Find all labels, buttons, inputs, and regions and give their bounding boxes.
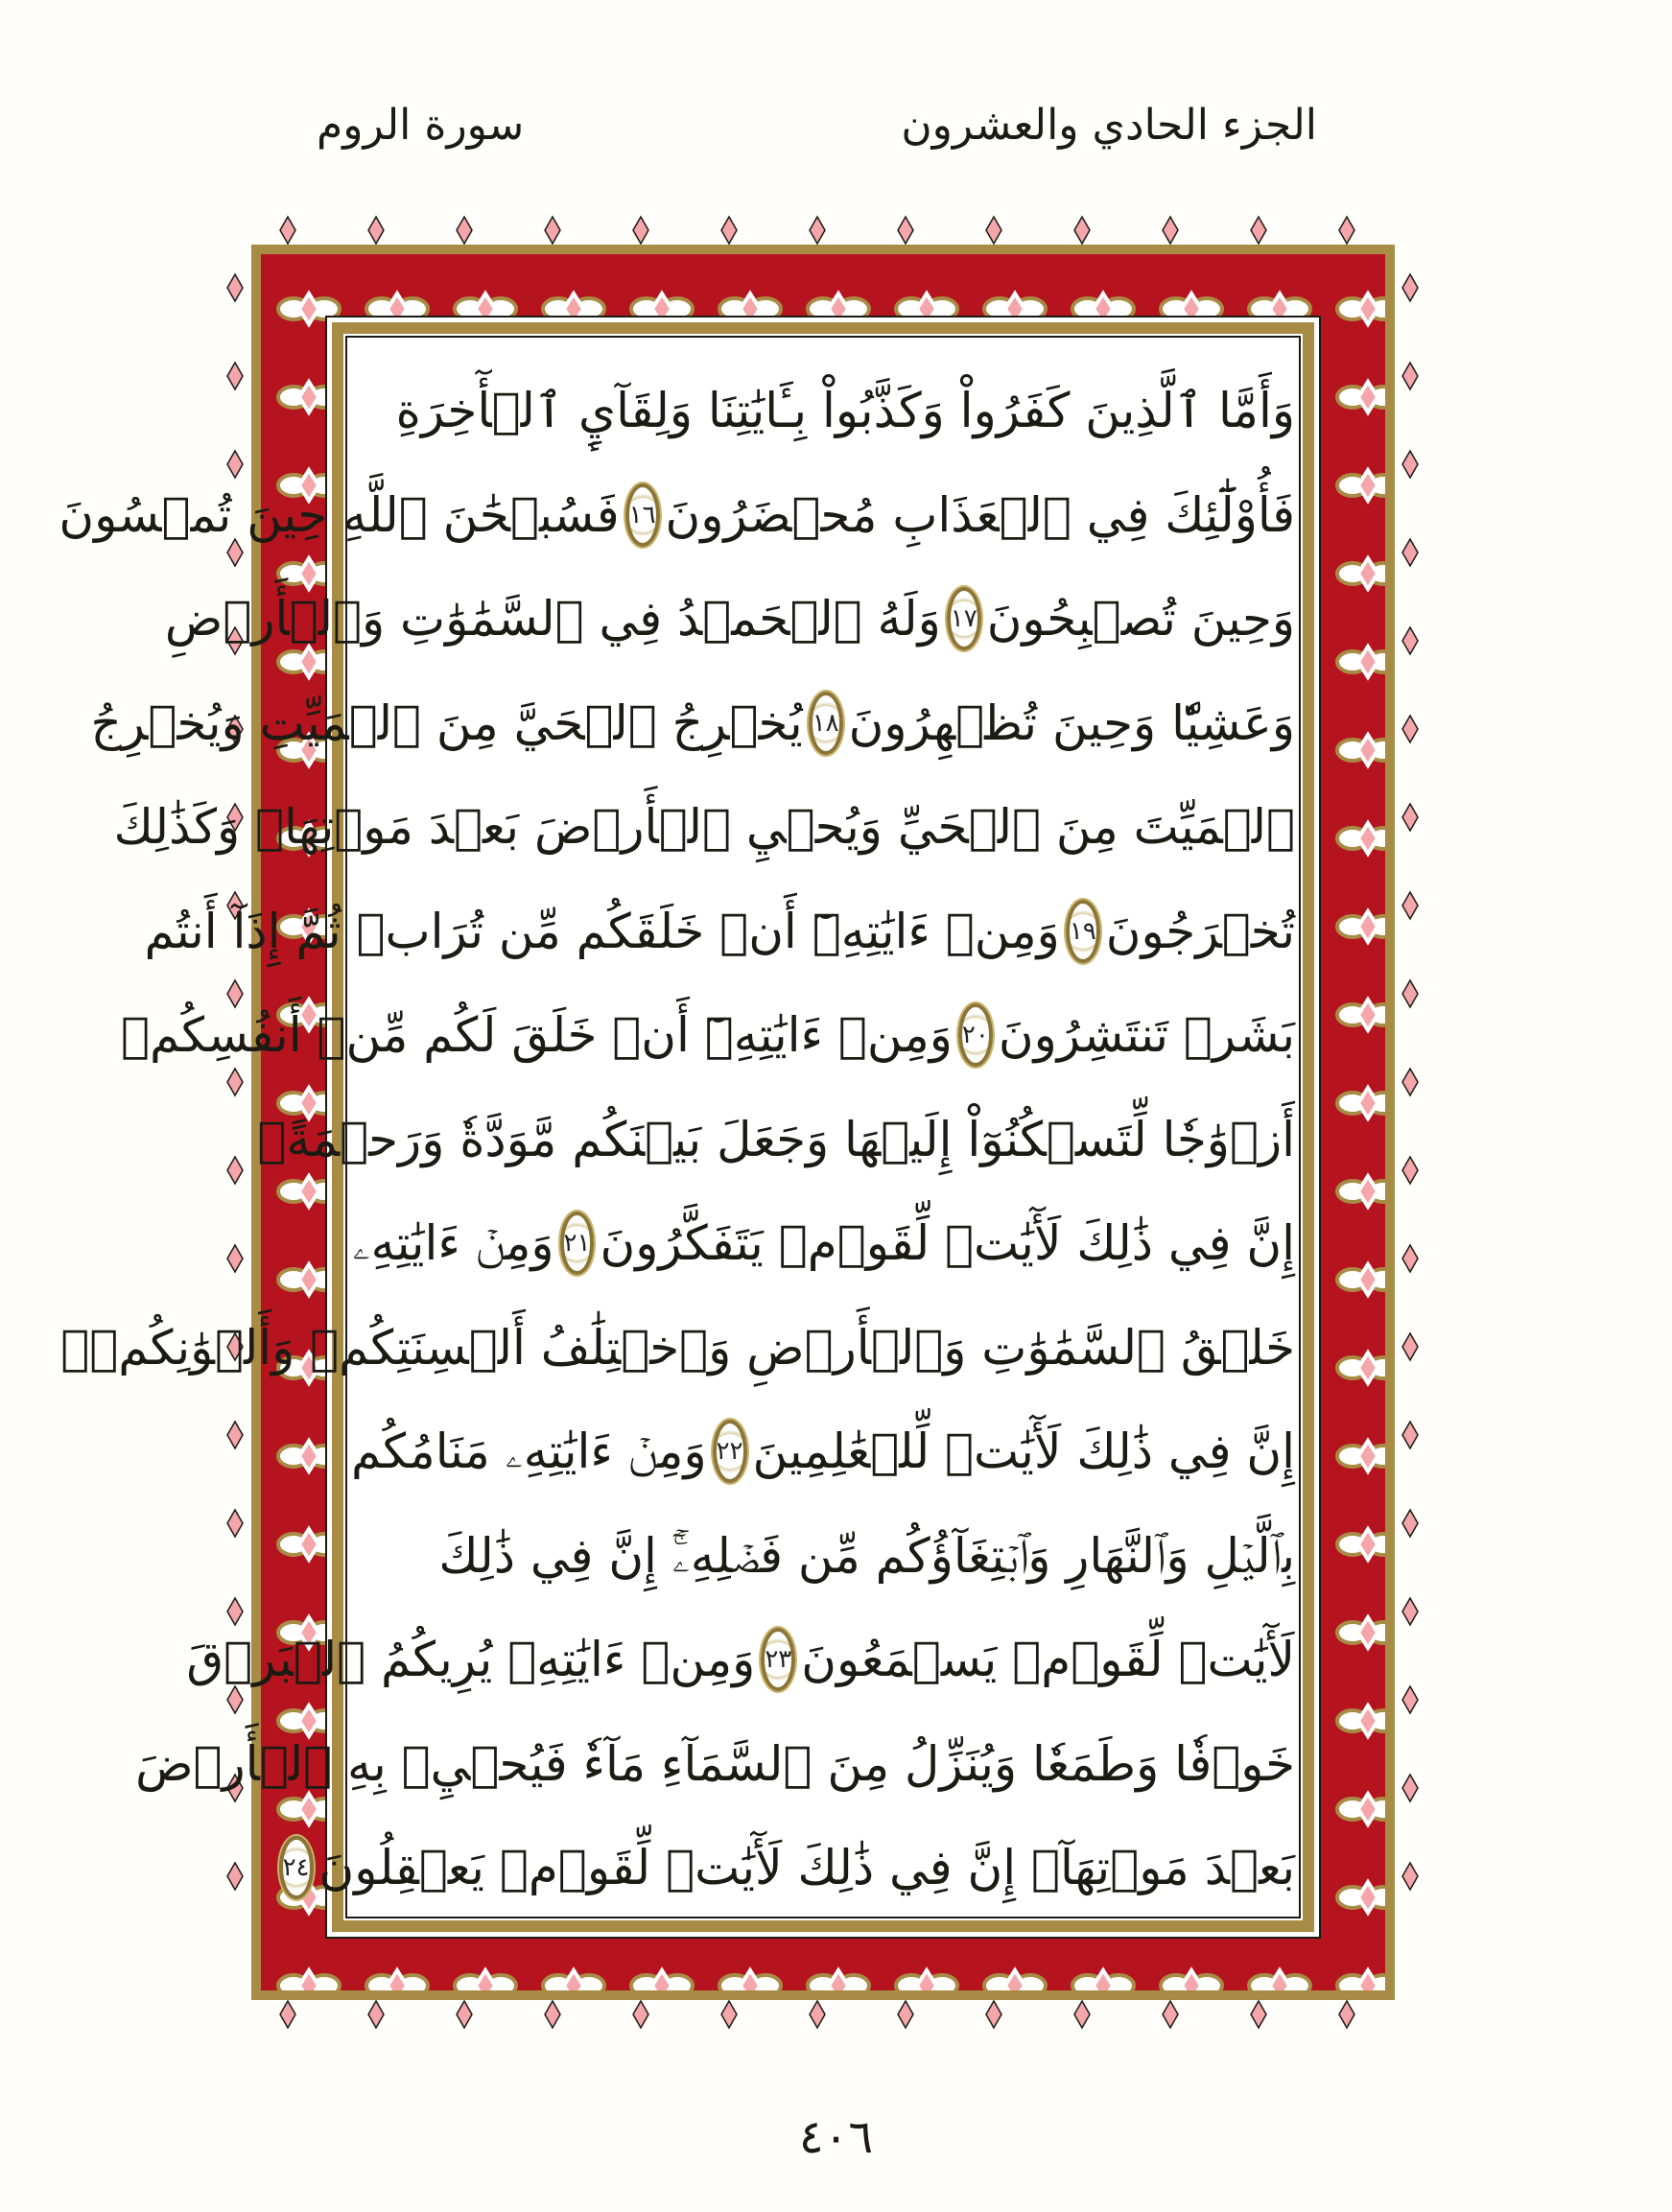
finial-icon — [986, 2001, 1001, 2028]
surah-title: سورة الروم — [317, 101, 525, 150]
verse-text: تُخۡرَجُونَ — [1105, 903, 1295, 959]
text-line — [164, 566, 1295, 671]
verse-text: أَزۡوَٰجٗا لِّتَسۡكُنُوٓاْ إِلَيۡهَا وَجَعَلَ بَيۡنَكُم مَّوَدَّةٗ وَرَحۡمَةًۚ — [257, 1111, 1295, 1167]
text-line — [59, 462, 1295, 568]
finial-icon — [1402, 892, 1418, 919]
verse-text: خَلۡقُ ٱلسَّمَٰوَٰتِ وَٱلۡأَرۡضِ وَٱخۡتِلَٰفُ أَلۡسِنَتِكُمۡ وَأَلۡوَٰنِكُمۡۚ — [60, 1319, 1295, 1376]
finial-icon — [1402, 1069, 1418, 1095]
finial-icon — [1402, 1333, 1418, 1360]
verse-text: بِٱلَّيۡلِ وَٱلنَّهَارِ وَٱبۡتِغَآؤُكُم مِّن فَضۡلِهِۦٓۚ إِنَّ فِي ذَٰلِكَ — [438, 1527, 1295, 1584]
finial-icon — [227, 1245, 243, 1272]
verse-text: فَأُوْلَٰٓئِكَ فِي ٱلۡعَذَابِ مُحۡضَرُونَ — [665, 486, 1295, 543]
finial-icon — [898, 2001, 913, 2028]
verse-text: خَوۡفٗا وَطَمَعٗا وَيُنَزِّلُ مِنَ ٱلسَّمَآءِ مَآءٗ فَيُحۡيِۦ بِهِ ٱلۡأَرۡضَ — [135, 1735, 1295, 1792]
verse-text: وَحِينَ تُصۡبِحُونَ — [986, 591, 1295, 647]
finial-icon — [721, 2001, 737, 2028]
finial-icon — [633, 2001, 648, 2028]
verse-text: وَمِنۡ ءَايَٰتِهِۦٓ أَنۡ خَلَقَكُم مِّن تُرَابٖ ثُمَّ إِذَآ أَنتُم — [144, 903, 1060, 959]
finial-icon — [1402, 363, 1418, 389]
finial-icon — [1251, 217, 1266, 244]
verse-text: وَمِنۡ ءَايَٰتِهِۦ مَنَامُكُم — [351, 1424, 707, 1479]
verse-number-marker: ٢١ — [560, 1212, 595, 1275]
finial-icon — [1251, 2001, 1266, 2028]
finial-icon — [1402, 980, 1418, 1007]
verse-text: وَأَمَّا ٱلَّذِينَ كَفَرُواْ وَكَذَّبُواْ بِـَٔايَٰتِنَا وَلِقَآيِٕ ٱلۡأٓخِرَةِ — [395, 383, 1295, 438]
finial-icon — [1339, 2001, 1354, 2028]
verse-text: ٱلۡمَيِّتَ مِنَ ٱلۡحَيِّ وَيُحۡيِ ٱلۡأَرۡضَ بَعۡدَ مَوۡتِهَاۚ وَكَذَٰلِكَ — [113, 799, 1295, 855]
finial-icon — [368, 2001, 384, 2028]
finial-icon — [1402, 716, 1418, 742]
text-line — [90, 671, 1295, 776]
finial-icon — [1402, 1422, 1418, 1448]
finial-icon — [227, 1863, 243, 1890]
text-line — [352, 1190, 1295, 1296]
finial-icon — [457, 217, 472, 244]
finial-icon — [1074, 217, 1090, 244]
finial-icon — [227, 1510, 243, 1537]
text-line — [282, 1815, 1295, 1920]
finial-icon — [457, 2001, 472, 2028]
text-line — [144, 879, 1295, 984]
finial-icon — [810, 2001, 825, 2028]
verse-number-marker: ١٧ — [947, 587, 981, 650]
verse-number-marker: ٢٣ — [761, 1628, 795, 1691]
finial-icon — [1402, 1157, 1418, 1184]
finial-icon — [633, 217, 648, 244]
finial-icon — [1402, 1686, 1418, 1713]
finial-icon — [1402, 1775, 1418, 1801]
finial-icon — [1402, 1510, 1418, 1537]
finial-icon — [1402, 1598, 1418, 1625]
verse-text: وَمِنۡ ءَايَٰتِهِۦ يُرِيكُمُ ٱلۡبَرۡقَ — [186, 1632, 756, 1687]
finial-icon — [1402, 539, 1418, 566]
finial-icon — [986, 217, 1001, 244]
finial-icon — [227, 1157, 243, 1184]
finial-icon — [280, 2001, 295, 2028]
text-line — [257, 1087, 1295, 1192]
page-number: ٤٠٦ — [798, 2110, 874, 2164]
verse-text: لَأٓيَٰتٖ لِّقَوۡمٖ يَسۡمَعُونَ — [801, 1632, 1295, 1687]
finial-icon — [1402, 804, 1418, 831]
finial-icon — [280, 217, 295, 244]
finial-icon — [545, 2001, 560, 2028]
verse-number-marker: ١٨ — [809, 692, 843, 755]
verse-number-marker: ٢٢ — [713, 1420, 747, 1483]
finial-icon — [1163, 2001, 1178, 2028]
finial-icon — [545, 217, 560, 244]
verse-text: فَسُبۡحَٰنَ ٱللَّهِ حِينَ تُمۡسُونَ — [59, 486, 620, 543]
finial-icon — [1402, 627, 1418, 654]
finial-icon — [1339, 217, 1354, 244]
text-line — [351, 1399, 1295, 1504]
text-line — [376, 358, 1295, 463]
text-line — [113, 774, 1295, 880]
finial-icon — [1402, 274, 1418, 301]
text-line — [376, 1503, 1295, 1609]
finial-icon — [227, 1422, 243, 1448]
text-line — [120, 982, 1295, 1088]
finial-icon — [810, 217, 825, 244]
verse-text: بَعۡدَ مَوۡتِهَآۚ إِنَّ فِي ذَٰلِكَ لَأٓيَٰتٖ لِّقَوۡمٖ يَعۡقِلُونَ — [318, 1840, 1295, 1895]
verse-text: إِنَّ فِي ذَٰلِكَ لَأٓيَٰتٖ لِّقَوۡمٖ يَتَفَكَّرُونَ — [600, 1215, 1295, 1271]
verse-text: وَمِنۡ ءَايَٰتِهِۦٓ أَنۡ خَلَقَ لَكُم مِّنۡ أَنفُسِكُمۡ — [120, 1007, 953, 1063]
finial-icon — [227, 363, 243, 389]
finial-icon — [898, 217, 913, 244]
finial-icon — [1402, 1863, 1418, 1890]
text-line — [186, 1607, 1295, 1712]
text-line — [60, 1295, 1295, 1400]
verse-text: وَلَهُ ٱلۡحَمۡدُ فِي ٱلسَّمَٰوَٰتِ وَٱلۡأَرۡضِ — [164, 591, 941, 647]
finial-icon — [1163, 217, 1178, 244]
text-line — [135, 1711, 1295, 1817]
verse-number-marker: ٢٠ — [958, 1003, 993, 1067]
juz-title: الجزء الحادي والعشرون — [901, 101, 1317, 150]
verse-number-marker: ١٦ — [625, 483, 660, 547]
verse-text: يُخۡرِجُ ٱلۡحَيَّ مِنَ ٱلۡمَيِّتِ وَيُخۡرِجُ — [90, 694, 803, 751]
finial-icon — [1074, 2001, 1090, 2028]
verse-number-marker: ١٩ — [1066, 900, 1100, 963]
verse-text: بَشَرٞ تَنتَشِرُونَ — [998, 1007, 1295, 1063]
finial-icon — [1402, 451, 1418, 478]
finial-icon — [368, 217, 384, 244]
verse-text: إِنَّ فِي ذَٰلِكَ لَأٓيَٰتٖ لِّلۡعَٰلِمِينَ — [752, 1424, 1295, 1479]
text-panel — [59, 331, 1314, 1923]
verse-text: وَمِنۡ ءَايَٰتِهِۦ — [352, 1215, 554, 1271]
verse-number-marker: ٢٤ — [279, 1836, 314, 1899]
verse-text: وَعَشِيّٗا وَحِينَ تُظۡهِرُونَ — [848, 694, 1295, 751]
finial-icon — [227, 274, 243, 301]
finial-icon — [1402, 1245, 1418, 1272]
finial-icon — [721, 217, 737, 244]
